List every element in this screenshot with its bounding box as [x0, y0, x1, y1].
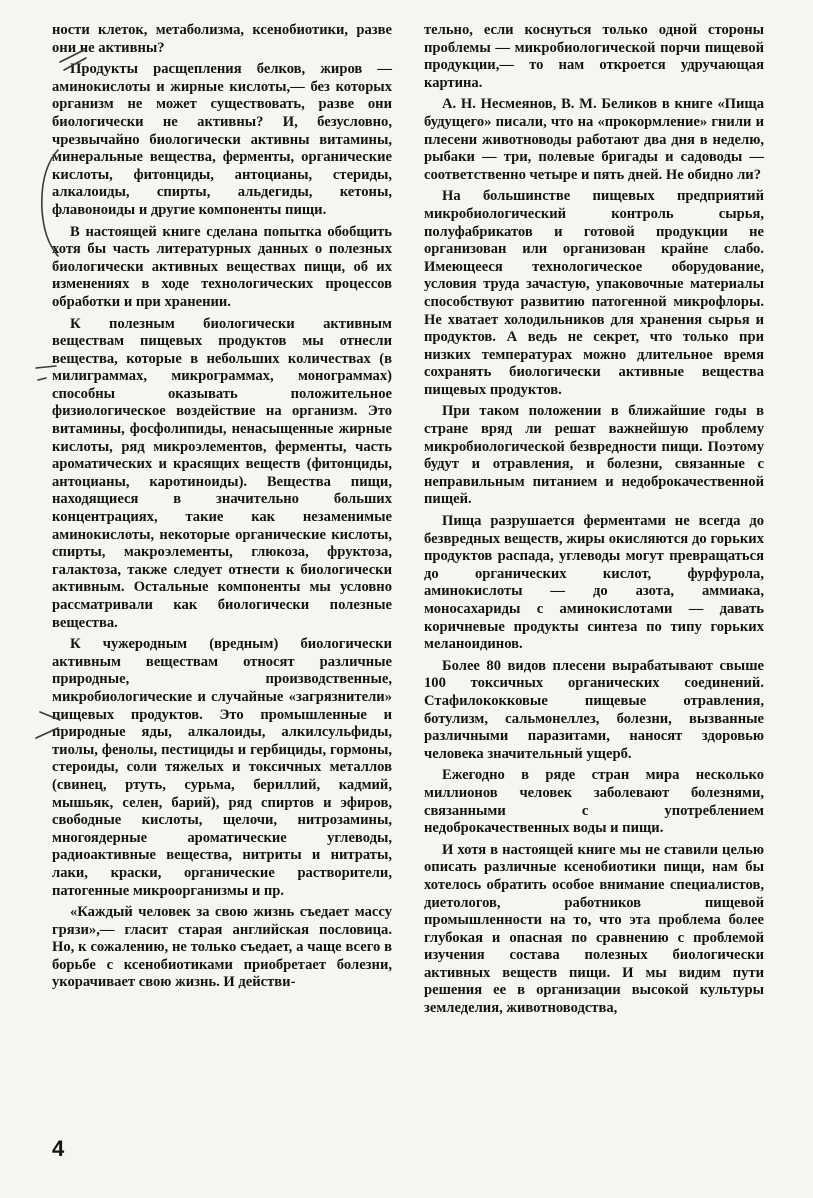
left-text-column [52, 22, 392, 992]
paragraph: К чужеродным (вредным) биологически активным веществам относят различные природные, производственные, микробиологические и случайные «загрязнители» пищевых продуктов. Это промышленные и природные яды, алкалоиды, алкилсульфиды, тиолы, фенолы, пестициды и гербициды, гормоны, стероиды, соли тяжелых и токсичных металлов (свинец, ртуть, сурьма, бериллий, кадмий, мышьяк, селен, барий), ряд спиртов и эфиров, свободные кислоты, щелочи, нитрозамины, многоядерные ароматические углеводы, радиоактивные вещества, нитриты и нитраты, лаки, краски, органические растворители, патогенные микроорганизмы и пр. [52, 636, 392, 899]
paragraph: К полезным биологически активным веществам пищевых продуктов мы отнесли вещества, которые в небольших количествах (в милиграммах, микрограммах, монограммах) способны оказывать положительное физиологическое воздействие на организм. Это витамины, фосфолипиды, ненасыщенные жирные кислоты, ряд микроэлементов, ферменты, часть ароматических и красящих веществ (фитонциды, антоцианы, каротиноиды). Вещества пищи, находящиеся в значительно больших концентрациях, такие как незаменимые аминокислоты, некоторые органические кислоты, спирты, макроэлементы, глюкоза, фруктоза, галактоза, также следует отнести к биологически активным. Остальные компоненты мы условно рассматривали как биологически полезные вещества. [52, 315, 392, 631]
paragraph: На большинстве пищевых предприятий микробиологический контроль сырья, полуфабрикатов и готовой продукции не организован или организован крайне слабо. Имеющееся технологическое оборудование, условия труда зачастую, упаковочные материалы способствуют развитию патогенной микрофлоры. Не хватает холодильников для хранения сырья и продуктов. А ведь не секрет, что только при низких температурах можно длительное время сохранять биологически активные вещества пищевых продуктов. [424, 188, 764, 398]
paragraph: «Каждый человек за свою жизнь съедает массу грязи»,— гласит старая английская пословица. Но, к сожалению, не только съедает, а чаще всего в борьбе с ксенобиотиками приобретает болезни, укорачивает свою жизнь. И действи- [52, 904, 392, 991]
paragraph: И хотя в настоящей книге мы не ставили целью описать различные ксенобиотики пищи, нам бы хотелось обратить особое внимание специалистов, диетологов, работников пищевой промышленности на то, что эта проблема более глубокая и опасная по сравнению с проблемой изучения состава полезных биологически активных веществ пищи. И мы видим пути решения ее в организации высокой культуры земледелия, животноводства, [424, 841, 764, 1017]
paragraph: ности клеток, метаболизма, ксенобиотики, разве они не активны? [52, 22, 392, 56]
paragraph: Более 80 видов плесени вырабатывают свыше 100 токсичных органических соединений. Стафилококковые пищевые отравления, ботулизм, сальмонеллез, болезни, вызванные различными паразитами, наносят здоровью человека значительный ущерб. [424, 657, 764, 762]
paragraph: В настоящей книге сделана попытка обобщить хотя бы часть литературных данных о полезных биологически активных веществах пищи, об их изменениях в ходе технологических процессов обработки и при хранении. [52, 223, 392, 310]
paragraph: А. Н. Несмеянов, В. М. Беликов в книге «Пища будущего» писали, что на «прокормление» гнили и плесени животноводы работают два дня в неделю, рыбаки — три, полевые бригады и садоводы — соответственно четыре и пять дней. Не обидно ли? [424, 96, 764, 183]
paragraph: При таком положении в ближайшие годы в стране вряд ли решат важнейшую проблему микробиологической безвредности пищи. Поэтому будут и отравления, и болезни, связанные с неправильным питанием и недоброкачественной пищей. [424, 403, 764, 508]
paragraph: Продукты расщепления белков, жиров — аминокислоты и жирные кислоты,— без которых организм не может существовать, разве они биологически не активны? И, безусловно, чрезвычайно биологически активны витамины, минеральные вещества, ферменты, органические кислоты, фитонциды, антоцианы, стериды, алкалоиды, спирты, альдегиды, кетоны, флавоноиды и другие компоненты пищи. [52, 61, 392, 218]
page-number: 4 [52, 1136, 65, 1161]
paragraph: Пища разрушается ферментами не всегда до безвредных веществ, жиры окисляются до горьких продуктов распада, углеводы могут превращаться до органических кислот, фурфурола, аминокислоты — до азота, аммиака, моносахариды с аминокислотами — давать коричневые продукты синтеза по типу горьких меланоидинов. [424, 513, 764, 653]
paragraph: Ежегодно в ряде стран мира несколько миллионов человек заболевают болезнями, связанными с употреблением недоброкачественных воды и пищи. [424, 767, 764, 837]
paragraph: тельно, если коснуться только одной стороны проблемы — микробиологической порчи пищевой продукции,— то нам откроется удручающая картина. [424, 22, 764, 91]
right-text-column [424, 22, 764, 1018]
